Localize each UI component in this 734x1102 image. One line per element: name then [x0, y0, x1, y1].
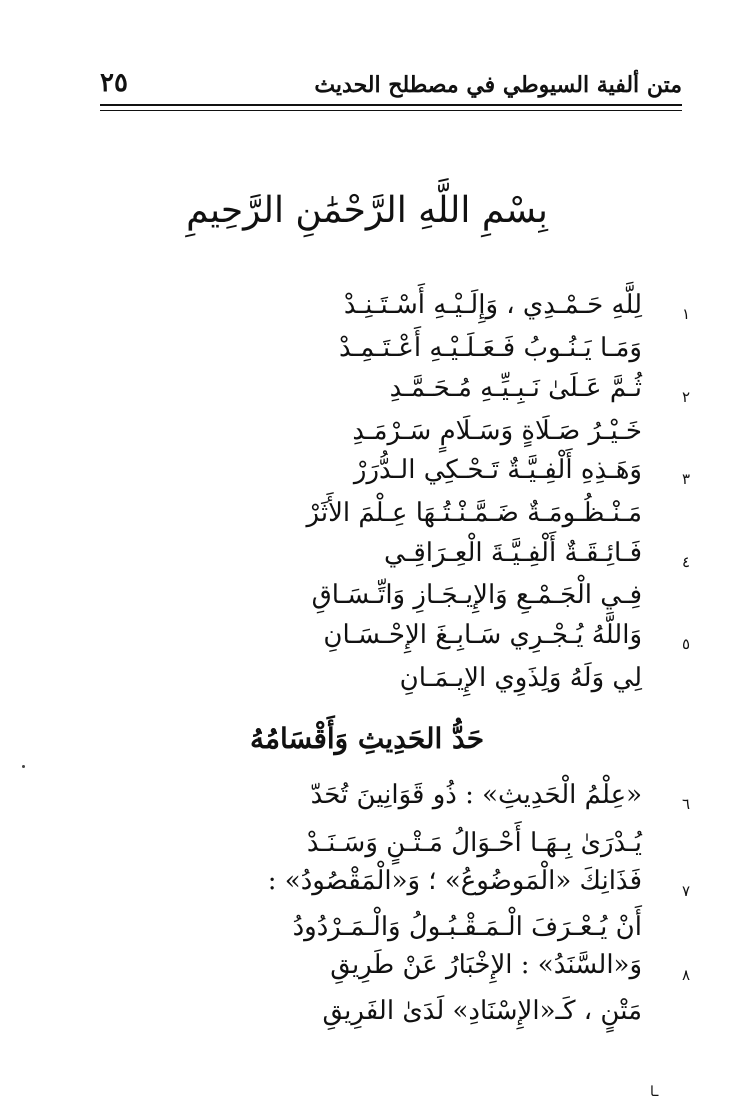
verse-second-hemistich: أَنْ يُـعْـرَفَ الْـمَـقْـبُـولُ وَالْـمَـرْدُودُ: [292, 912, 642, 942]
verse-first-hemistich: فَـائِـقَـةٌ أَلْفِـيَّـةَ الْعِـرَاقِـي: [384, 538, 642, 568]
basmala: بِسْمِ اللَّهِ الرَّحْمَٰنِ الرَّحِيمِ: [186, 190, 548, 231]
verse-number: ٦: [681, 795, 691, 813]
verse-first-hemistich: وَهَـذِهِ أَلْفِـيَّـةٌ تَـحْـكِي الـدُّرَرْ: [353, 455, 642, 485]
verse-first-hemistich: وَاللَّهُ يُـجْـرِي سَـابِـغَ الإِحْـسَـانِ: [323, 620, 642, 650]
section-heading: حَدُّ الحَدِيثِ وَأَقْسَامُهُ: [249, 722, 485, 755]
verse-number: ٨: [681, 966, 691, 984]
running-header: [100, 68, 682, 104]
verse-second-hemistich: فِـي الْجَـمْـعِ وَالإِيـجَـازِ وَاتِّـسَـاقِ: [311, 580, 642, 610]
page-number: ٢٥: [100, 68, 128, 98]
verse-number: ٣: [681, 470, 691, 488]
verse-second-hemistich: مَـنْـظُـومَـةٌ ضَـمَّـنْـتُـهَا عِـلْمَ الأَثَرْ: [306, 498, 642, 528]
verse-second-hemistich: لِي وَلَهُ وَلِذَوِي الإِيـمَـانِ: [399, 663, 642, 693]
verse-number: ٥: [681, 635, 691, 653]
verse-first-hemistich: ثُـمَّ عَـلَىٰ نَـبِـيِّـهِ مُـحَـمَّـدِ: [389, 373, 642, 403]
verse-first-hemistich: فَذَانِكَ «الْمَوضُوعُ» ؛ وَ«الْمَقْصُودُ» :: [267, 866, 642, 896]
header-rule-thick: [100, 104, 682, 106]
verse-second-hemistich: وَمَـا يَـنُـوبُ فَـعَـلَـيْـهِ أَعْـتَـمِـدْ: [339, 333, 642, 363]
footer-mark: ـا: [650, 1084, 659, 1100]
header-title: متن ألفية السيوطي في مصطلح الحديث: [314, 72, 682, 98]
verse-first-hemistich: وَ«السَّنَدُ» : الإِخْبَارُ عَنْ طَرِيقِ: [330, 950, 642, 980]
verse-number: ٢: [681, 388, 691, 406]
verse-first-hemistich: «عِلْمُ الْحَدِيثِ» : ذُو قَوَانِينَ تُحَدّ: [310, 780, 642, 810]
verse-second-hemistich: يُـدْرَىٰ بِـهَـا أَحْـوَالُ مَـتْـنٍ وَسَـنَـدْ: [306, 828, 642, 858]
header-rule-thin: [100, 110, 682, 111]
verse-number: ٧: [681, 882, 691, 900]
verse-second-hemistich: مَتْنٍ ، كَـ«الإِسْنَادِ» لَدَىٰ الفَرِيقِ: [322, 996, 642, 1026]
verse-second-hemistich: خَـيْـرُ صَـلَاةٍ وَسَـلَامٍ سَـرْمَـدِ: [352, 416, 642, 446]
verse-number: ٤: [681, 553, 691, 571]
scan-speck: [22, 765, 25, 768]
verse-first-hemistich: لِلَّهِ حَـمْـدِي ، وَإِلَـيْـهِ أَسْـتَـنِـدْ: [343, 290, 642, 320]
verse-number: ١: [681, 305, 691, 323]
